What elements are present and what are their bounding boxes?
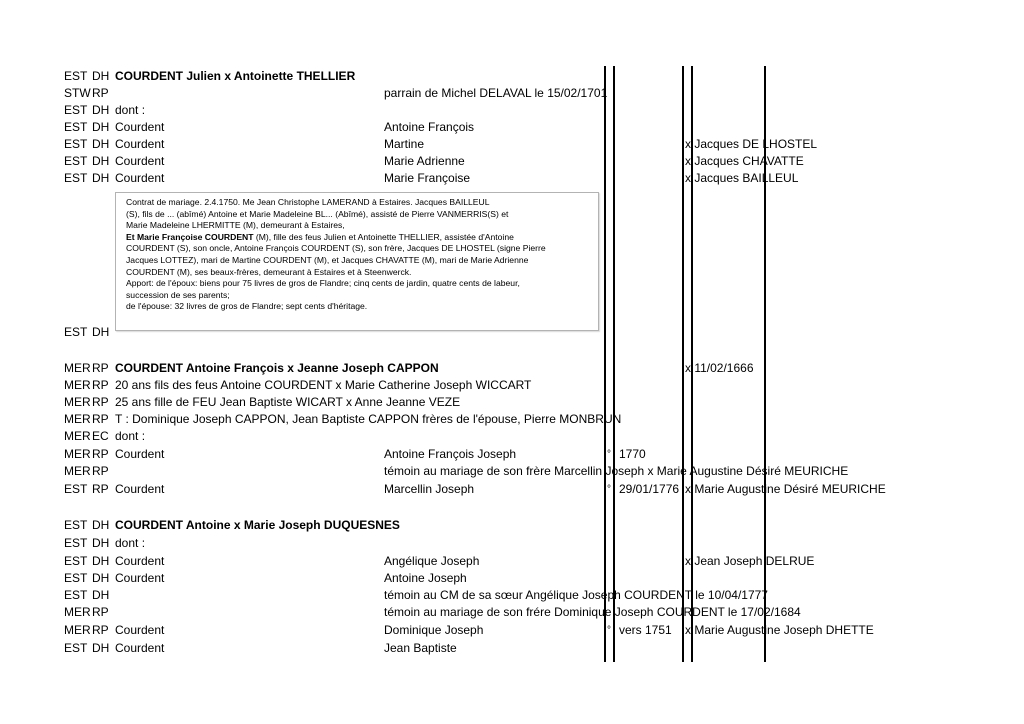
row-src: EST — [64, 571, 88, 585]
row-typ: RP — [92, 86, 109, 100]
note-line: succession de ses parents; — [126, 289, 230, 300]
row-typ: EC — [92, 429, 109, 443]
row-src: EST — [64, 103, 88, 117]
record-row — [0, 463, 1024, 480]
record-row — [0, 604, 1024, 621]
row-src: EST — [64, 171, 88, 185]
row-spouse: x Marie Augustine Joseph DHETTE — [685, 623, 874, 637]
row-src: EST — [64, 554, 88, 568]
row-first: Marie Françoise — [384, 171, 471, 185]
row-name: Courdent — [115, 623, 165, 637]
marriage-contract-note — [115, 192, 599, 331]
record-row — [0, 622, 1024, 639]
note-line: de l'épouse: 32 livres de gros de Flandre; sept cents d'héritage. — [126, 301, 368, 312]
row-src: EST — [64, 120, 88, 134]
note-line-bride — [126, 232, 588, 244]
row-name: T : Dominique Joseph CAPPON, Jean Baptiste CAPPON frères de l'épouse, Pierre MONBRUN — [115, 412, 622, 426]
row-spouse: x Jacques BAILLEUL — [685, 171, 799, 185]
row-date: 1770 — [619, 447, 646, 461]
row-typ: RP — [92, 482, 109, 496]
row-name: COURDENT Antoine x Marie Joseph DUQUESNES — [115, 518, 400, 532]
row-src: EST — [64, 69, 88, 83]
row-name: Courdent — [115, 171, 165, 185]
record-row — [0, 553, 1024, 570]
record-row — [0, 446, 1024, 463]
row-typ: RP — [92, 464, 109, 478]
row-src: EST — [64, 154, 88, 168]
row-typ: RP — [92, 378, 109, 392]
row-typ: RP — [92, 447, 109, 461]
row-src: EST — [64, 641, 88, 655]
note-line: Marie Madeleine LHERMITTE (M), demeurant à Estaires, — [126, 220, 345, 231]
record-row — [0, 119, 1024, 136]
record-row — [0, 394, 1024, 411]
row-name: 20 ans fils des feus Antoine COURDENT x Marie Catherine Joseph WICCART — [115, 378, 532, 392]
row-typ: DH — [92, 120, 110, 134]
row-typ: DH — [92, 554, 110, 568]
note-line: Jacques LOTTEZ), mari de Martine COURDENT (M), et Jacques CHAVATTE (M), mari de Marie Adrienne — [126, 254, 529, 265]
row-src: EST — [64, 588, 88, 602]
record-row — [0, 570, 1024, 587]
record-row — [0, 481, 1024, 498]
record-row — [0, 411, 1024, 428]
record-row — [0, 535, 1024, 552]
row-src: EST — [64, 536, 88, 550]
row-spouse: x Jacques DE LHOSTEL — [685, 137, 818, 151]
row-src: MER — [64, 605, 91, 619]
row-name: Courdent — [115, 482, 165, 496]
note-bride-name: Et Marie Françoise COURDENT — [126, 231, 254, 242]
row-spouse: x 11/02/1666 — [685, 361, 754, 375]
row-src: MER — [64, 464, 91, 478]
row-src: MER — [64, 378, 91, 392]
row-name: dont : — [115, 103, 146, 117]
row-typ: DH — [92, 571, 110, 585]
note-line: (S), fils de ... (abîmé) Antoine et Marie Madeleine BL... (Abîmé), assisté de Pierre VANMERRIS(S) et — [126, 208, 509, 219]
record-row — [0, 428, 1024, 445]
note-bride-text: (M), fille des feus Julien et Antoinette THELLIER, assistée d'Antoine — [253, 231, 514, 242]
note-line: Apport: de l'époux: biens pour 75 livres de gros de Flandre; cinq cents de jardin, quatre cents de labeur, — [126, 278, 520, 289]
row-spouse: x Jean Joseph DELRUE — [685, 554, 815, 568]
row-typ: RP — [92, 605, 109, 619]
row-src: MER — [64, 395, 91, 409]
note-line: COURDENT (S), son oncle, Antoine François COURDENT (S), son frère, Jacques DE LHOSTEL (signe Pierre — [126, 243, 546, 254]
row-typ: DH — [92, 641, 110, 655]
row-name: Courdent — [115, 554, 165, 568]
row-first: Angélique Joseph — [384, 554, 480, 568]
row-src: MER — [64, 361, 91, 375]
row-name: dont : — [115, 536, 146, 550]
record-row — [0, 170, 1024, 187]
row-typ: RP — [92, 623, 109, 637]
row-name: COURDENT Julien x Antoinette THELLIER — [115, 69, 356, 83]
row-src: EST — [64, 137, 88, 151]
record-row — [0, 68, 1024, 85]
row-date: 29/01/1776 — [619, 482, 680, 496]
row-typ: DH — [92, 137, 110, 151]
row-typ: DH — [92, 588, 110, 602]
row-typ: DH — [92, 103, 110, 117]
row-typ: RP — [92, 412, 109, 426]
record-row — [0, 102, 1024, 119]
row-first: Antoine François — [384, 120, 475, 134]
row-first: témoin au mariage de son frére Dominique Joseph COURDENT le 17/02/1684 — [384, 605, 801, 619]
row-name: Courdent — [115, 641, 165, 655]
record-row — [0, 377, 1024, 394]
record-row — [0, 85, 1024, 102]
row-first: témoin au CM de sa sœur Angélique Joseph COURDENT le 10/04/1777 — [384, 588, 768, 602]
row-name: Courdent — [115, 154, 165, 168]
row-src: MER — [64, 623, 91, 637]
row-deg: ° — [607, 484, 611, 495]
row-first: Jean Baptiste — [384, 641, 457, 655]
row-first: parrain de Michel DELAVAL le 15/02/1701 — [384, 86, 608, 100]
row-first: Antoine Joseph — [384, 571, 467, 585]
row-name: 25 ans fille de FEU Jean Baptiste WICART x Anne Jeanne VEZE — [115, 395, 461, 409]
row-typ: DH — [92, 536, 110, 550]
row-name: COURDENT Antoine François x Jeanne Joseph CAPPON — [115, 361, 439, 375]
row-src: STW — [64, 86, 91, 100]
record-row — [0, 587, 1024, 604]
row-name: dont : — [115, 429, 146, 443]
record-row — [0, 517, 1024, 534]
row-src: MER — [64, 429, 91, 443]
row-name: Courdent — [115, 120, 165, 134]
row-name: Courdent — [115, 447, 165, 461]
row-first: Antoine François Joseph — [384, 447, 517, 461]
row-typ: RP — [92, 395, 109, 409]
row-first: Martine — [384, 137, 425, 151]
row-spouse: x Jacques CHAVATTE — [685, 154, 804, 168]
record-row — [0, 136, 1024, 153]
row-typ: DH — [92, 154, 110, 168]
row-typ: DH — [92, 518, 110, 532]
record-row — [0, 153, 1024, 170]
row-first: Marcellin Joseph — [384, 482, 475, 496]
row-deg: ° — [607, 625, 611, 636]
row-src: MER — [64, 412, 91, 426]
row-src: EST — [64, 482, 88, 496]
row-src: EST — [64, 518, 88, 532]
row-first: Marie Adrienne — [384, 154, 465, 168]
row-typ: DH — [92, 69, 110, 83]
record-row — [0, 640, 1024, 657]
row-name: Courdent — [115, 571, 165, 585]
row-typ: DH — [92, 171, 110, 185]
row-date: vers 1751 — [619, 623, 672, 637]
row-typ: DH — [92, 325, 110, 339]
row-spouse: x Marie Augustine Désiré MEURICHE — [685, 482, 886, 496]
record-row — [0, 360, 1024, 377]
row-src: EST — [64, 325, 88, 339]
note-line: Contrat de mariage. 2.4.1750. Me Jean Christophe LAMERAND à Estaires. Jacques BAILLEUL — [126, 197, 490, 207]
row-deg: ° — [607, 449, 611, 460]
row-first: témoin au mariage de son frère Marcellin Joseph x Marie Augustine Désiré MEURICHE — [384, 464, 849, 478]
row-src: MER — [64, 447, 91, 461]
note-line: COURDENT (M), ses beaux-frères, demeurant à Estaires et à Steenwerck. — [126, 266, 412, 277]
row-typ: RP — [92, 361, 109, 375]
row-first: Dominique Joseph — [384, 623, 484, 637]
row-name: Courdent — [115, 137, 165, 151]
